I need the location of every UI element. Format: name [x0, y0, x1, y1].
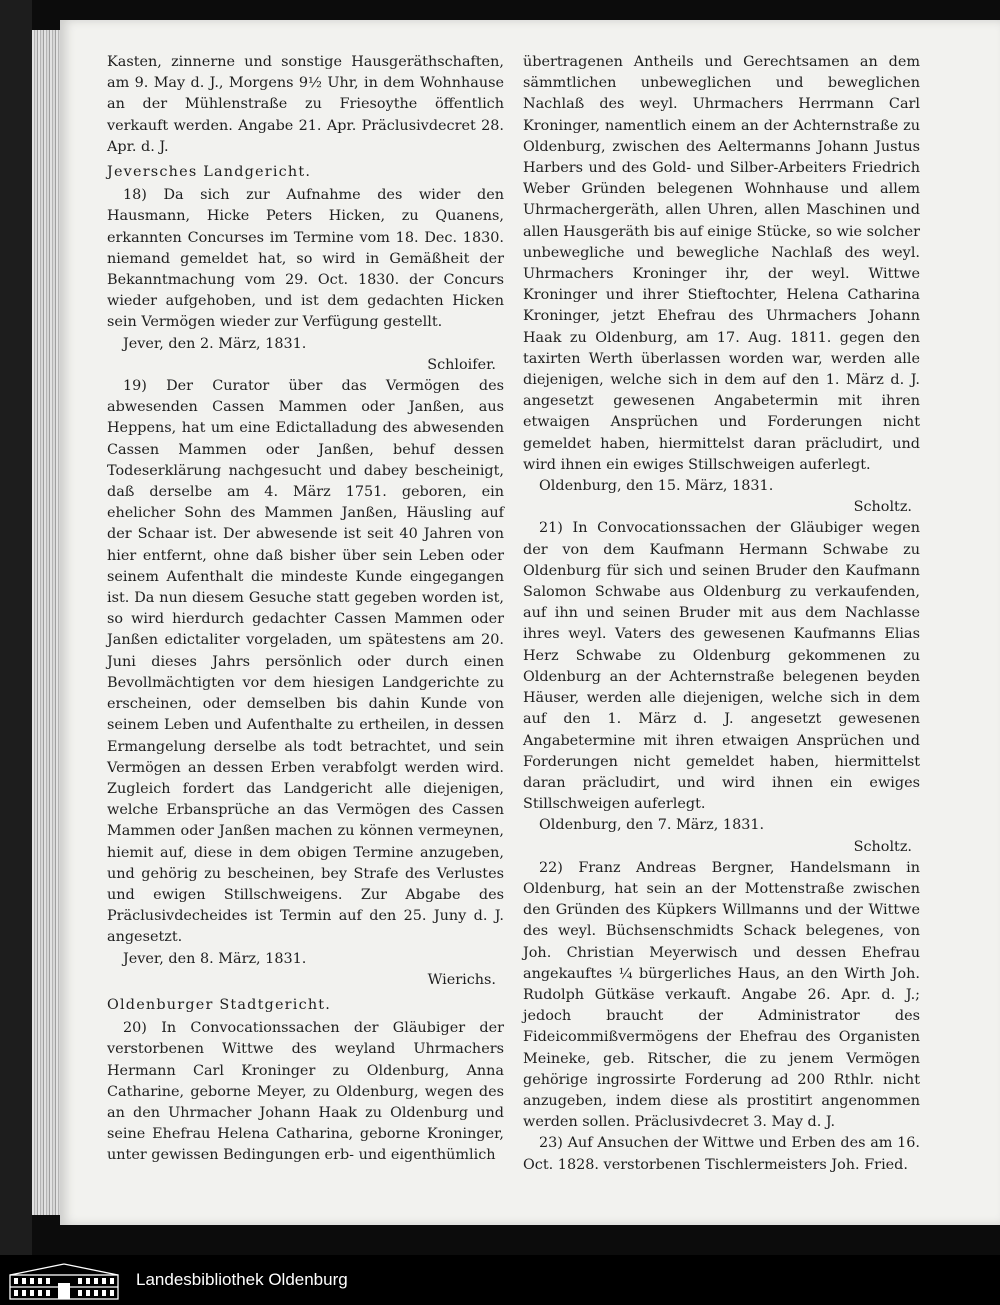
text-dateline: Jever, den 2. März, 1831.	[123, 335, 307, 352]
text-head: Oldenburger Stadtgericht.	[107, 996, 332, 1013]
text-dateline: Oldenburg, den 7. März, 1831.	[539, 817, 765, 834]
text-entry: 19) Der Curator über das Vermögen des abwesenden Cassen Mammen oder Janßen, aus Heppens, hat um eine Edictalladung des abwesenden Cassen Mammen oder Janßen, behuf dessen Todeserklärung nachgesucht und dabey bescheinigt, daß derselbe am 4. März 1751. geboren, ein ehelicher Sohn des Mammen Janßen, Häusling auf der Schaar ist. Der abwesende ist seit 40 Jahren von hier entfernt, ohne daß bisher über sein Leben oder seinem Aufenthalt die mindeste Kunde eingegangen ist. Da nun diesem Gesuche statt gegeben worden ist, so wird hierdurch gedachter Cassen Mammen oder Janßen edictaliter vorgeladen, um spätestens am 20. Juni dieses Jahrs persönlich oder durch einen Bevollmächtigten vor dem hiesigen Landgerichte zu erscheinen, oder demselben bis dahin Kunde von seinem Leben und Aufenthalte zu ertheilen, in dessen Ermangelung derselbe als todt betrachtet, und sein Vermögen an dessen Erben verabfolgt werden wird. Zugleich fordert das Landgericht alle diejenigen, welche Erbansprüche an das Vermögen des Cassen Mammen oder Janßen machen zu können vermeynen, hiemit auf, diese in dem obigen Termine anzugeben, und gehörig zu bescheinen, bey Strafe des Verlustes und ewigen Stillschweigens. Zur Abgabe des Präclusivdecheides ist Termin auf den 25. Juny d. J. angesetzt.	[107, 378, 504, 946]
text-cont: Kasten, zinnerne und sonstige Hausgeräthschaften, am 9. May d. J., Morgens 9½ Uhr, in dem Wohnhause an der Mühlenstraße zu Friesoythe öffentlich verkauft werden. Angabe 21. Apr. Präclusivdecret 28. Apr. d. J.	[107, 54, 504, 155]
footer-bar	[0, 1255, 1000, 1305]
text-entry: 23) Auf Ansuchen der Wittwe und Erben des am 16. Oct. 1828. verstorbenen Tischlermeisters Joh. Fried.	[523, 1135, 920, 1173]
text-entry: 21) In Convocationssachen der Gläubiger wegen der von dem Kaufmann Hermann Schwabe zu Oldenburg für sich und seinen Bruder den Kaufmann Salomon Schwabe aus Oldenburg zu verkaufenden, auf ihn und seinen Bruder mit aus dem Nachlasse ihres weyl. Vaters des gewesenen Kaufmanns Elias Herz Schwabe zu Oldenburg gekommenen zu Oldenburg an der Achternstraße belegenen beyden Häuser, werden alle diejenigen, welche sich in dem auf den 1. März d. J. angesetzt gewesenen Angabetermine mit ihren etwaigen Ansprüchen und Forderungen nicht gemeldet haben, hiermittelst daran präcludirt, und wird ihnen ein ewiges Stillschweigen auferlegt.	[523, 520, 920, 813]
left-column	[107, 52, 504, 1167]
text-cont: übertragenen Antheils und Gerechtsamen an dem sämmtlichen unbeweglichen und beweglichen Nachlaß des weyl. Uhrmachers Herrmann Carl Kroninger, namentlich einem an der Achternstraße zu Oldenburg, zwischen des Aeltermanns Johann Justus Harbers und des Gold- und Silber-Arbeiters Friedrich Weber Gründen belegenen Wohnhause und allem Uhrmachergeräth, allen Uhren, allen Maschinen und allen Hausgeräth bis auf einige Stücke, so wie solcher unbewegliche und bewegliche Nachlaß des weyl. Uhrmachers Kroninger ihr, der weyl. Wittwe Kroninger und ihrer Stieftochter, Helena Catharina Kroninger, jetzt Ehefrau des Uhrmachers Johann Haak zu Oldenburg, am 17. Aug. 1811. gegen den taxirten Werth überlassen worden war, werden alle diejenigen, welche sich in dem auf den 1. März d. J. angesetzt gewesenen Angabetermin mit ihren etwaigen Ansprüchen und Forderungen nicht gemeldet haben, hiermittelst daran präcludirt, und wird ihnen ein ewiges Stillschweigen auferlegt.	[523, 54, 920, 473]
text-entry: 22) Franz Andreas Bergner, Handelsmann in Oldenburg, hat sein an der Mottenstraße zwischen den Gründen des Küpkers Willmanns und der Wittwe des weyl. Büchsenschmidts Schack belegenes, von Joh. Christian Meyerwisch und dessen Ehefrau angekauftes ¼ bürgerliches Haus, an den Wirth Joh. Rudolph Gütkäse verkauft. Angabe 26. Apr. d. J.; jedoch braucht der Administrator des Fideicommißvermögens der Ehefrau des Organisten Meineke, geb. Ritscher, die zu jenem Vermögen gehörige ingrossirte Forderung ad 200 Rthlr. nicht anzugeben, indem diese als prostitirt angenommen werden sollen. Präclusivdecret 3. May d. J.	[523, 859, 920, 1131]
text-dateline: Oldenburg, den 15. März, 1831.	[539, 478, 774, 495]
text-sig: Schloifer.	[427, 356, 496, 373]
text-entry: 18) Da sich zur Aufnahme des wider den Hausmann, Hicke Peters Hicken, zu Quanens, erkannten Concurses im Termine vom 18. Dec. 1830. niemand gemeldet hat, so wird in Gemäßheit der Bekanntmachung vom 29. Oct. 1830. der Concurs wieder aufgehoben, und ist dem gedachten Hicken sein Vermögen wieder zur Verfügung gestellt.	[107, 187, 504, 331]
right-column	[523, 52, 920, 1176]
scanner-bed	[0, 0, 32, 1255]
library-building-logo	[8, 1261, 120, 1301]
text-sig: Scholtz.	[853, 838, 912, 855]
text-sig: Scholtz.	[853, 499, 912, 516]
text-sig: Wierichs.	[427, 971, 496, 988]
library-name: Landesbibliothek Oldenburg	[136, 1270, 348, 1289]
text-dateline: Jever, den 8. März, 1831.	[123, 950, 307, 967]
text-entry: 20) In Convocationssachen der Gläubiger der verstorbenen Wittwe des weyland Uhrmachers Hermann Carl Kroninger zu Oldenburg, Anna Catharine, geborne Meyer, zu Oldenburg, wegen des an den Uhrmacher Johann Haak zu Oldenburg und seine Ehefrau Helena Catharina, geborne Kroninger, unter gewissen Bedingungen erb- und eigenthümlich	[107, 1020, 504, 1164]
text-head: Jeversches Landgericht.	[107, 164, 312, 181]
